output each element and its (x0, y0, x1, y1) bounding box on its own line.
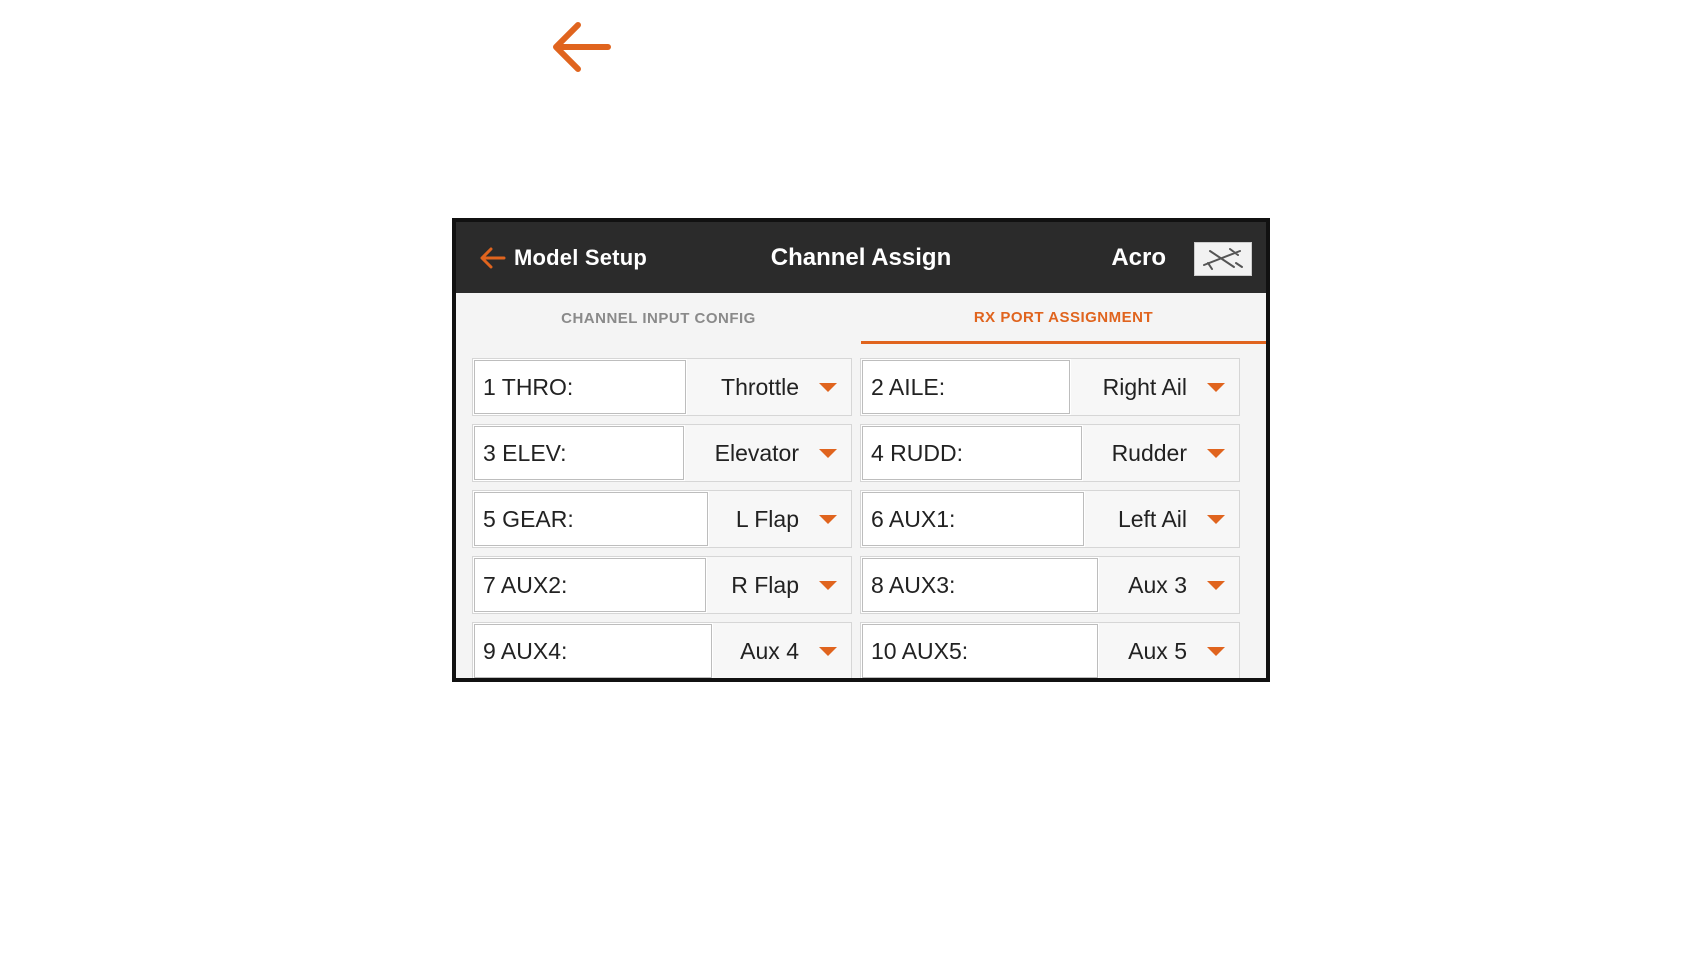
airplane-icon (1200, 245, 1246, 273)
dropdown-value: Rudder (1111, 439, 1187, 466)
channel-label: 9 AUX4: (474, 624, 712, 678)
channel-label: 1 THRO: (474, 360, 686, 414)
dropdown-value: L Flap (735, 505, 799, 532)
channel-row (860, 424, 1240, 482)
channel-dropdown[interactable] (1099, 623, 1239, 679)
tab-channel-input-config[interactable]: CHANNEL INPUT CONFIG (561, 310, 756, 327)
channel-row (472, 622, 852, 680)
channel-label: 10 AUX5: (862, 624, 1098, 678)
channel-row (472, 424, 852, 482)
channel-dropdown[interactable] (1071, 359, 1239, 415)
model-name: Acro (1111, 243, 1166, 271)
tab-bar (456, 293, 1266, 344)
channel-dropdown[interactable] (687, 359, 851, 415)
dropdown-arrow-icon (819, 647, 837, 656)
dropdown-arrow-icon (1207, 581, 1225, 590)
dropdown-arrow-icon (1207, 515, 1225, 524)
channel-dropdown[interactable] (709, 491, 851, 547)
dropdown-arrow-icon (1207, 647, 1225, 656)
back-arrow-icon (478, 246, 506, 270)
channel-label: 3 ELEV: (474, 426, 684, 480)
dropdown-value: Elevator (714, 439, 799, 466)
channel-row (472, 490, 852, 548)
dropdown-value: Right Ail (1102, 373, 1187, 400)
model-type-button[interactable] (1194, 242, 1252, 276)
channel-label: 7 AUX2: (474, 558, 706, 612)
dropdown-value: Left Ail (1117, 505, 1187, 532)
dropdown-arrow-icon (1207, 383, 1225, 392)
dropdown-arrow-icon (819, 449, 837, 458)
dropdown-arrow-icon (819, 383, 837, 392)
channel-dropdown[interactable] (1083, 425, 1239, 481)
channel-grid (456, 344, 1266, 680)
page-title: Channel Assign (770, 243, 952, 271)
channel-label: 8 AUX3: (862, 558, 1098, 612)
dropdown-value: Aux 5 (1128, 637, 1187, 664)
channel-dropdown[interactable] (1085, 491, 1239, 547)
dropdown-arrow-icon (819, 515, 837, 524)
back-label: Model Setup (514, 244, 647, 270)
title-bar (456, 222, 1266, 293)
channel-dropdown[interactable] (713, 623, 851, 679)
channel-dropdown[interactable] (707, 557, 851, 613)
channel-dropdown[interactable] (685, 425, 851, 481)
dropdown-arrow-icon (819, 581, 837, 590)
channel-row (860, 490, 1240, 548)
channel-label: 5 GEAR: (474, 492, 708, 546)
channel-label: 4 RUDD: (862, 426, 1082, 480)
dropdown-arrow-icon (1207, 449, 1225, 458)
dropdown-value: R Flap (731, 571, 799, 598)
channel-row (472, 556, 852, 614)
channel-row (860, 622, 1240, 680)
model-setup-back-button[interactable] (478, 222, 647, 293)
transmitter-screen (452, 218, 1270, 682)
channel-row (860, 556, 1240, 614)
dropdown-value: Throttle (721, 373, 799, 400)
back-arrow-icon[interactable] (548, 20, 612, 74)
dropdown-value: Aux 3 (1128, 571, 1187, 598)
channel-row (860, 358, 1240, 416)
tab-rx-port-assignment[interactable]: RX PORT ASSIGNMENT (861, 293, 1266, 344)
channel-label: 6 AUX1: (862, 492, 1084, 546)
channel-label: 2 AILE: (862, 360, 1070, 414)
channel-row (472, 358, 852, 416)
channel-dropdown[interactable] (1099, 557, 1239, 613)
dropdown-value: Aux 4 (740, 637, 799, 664)
